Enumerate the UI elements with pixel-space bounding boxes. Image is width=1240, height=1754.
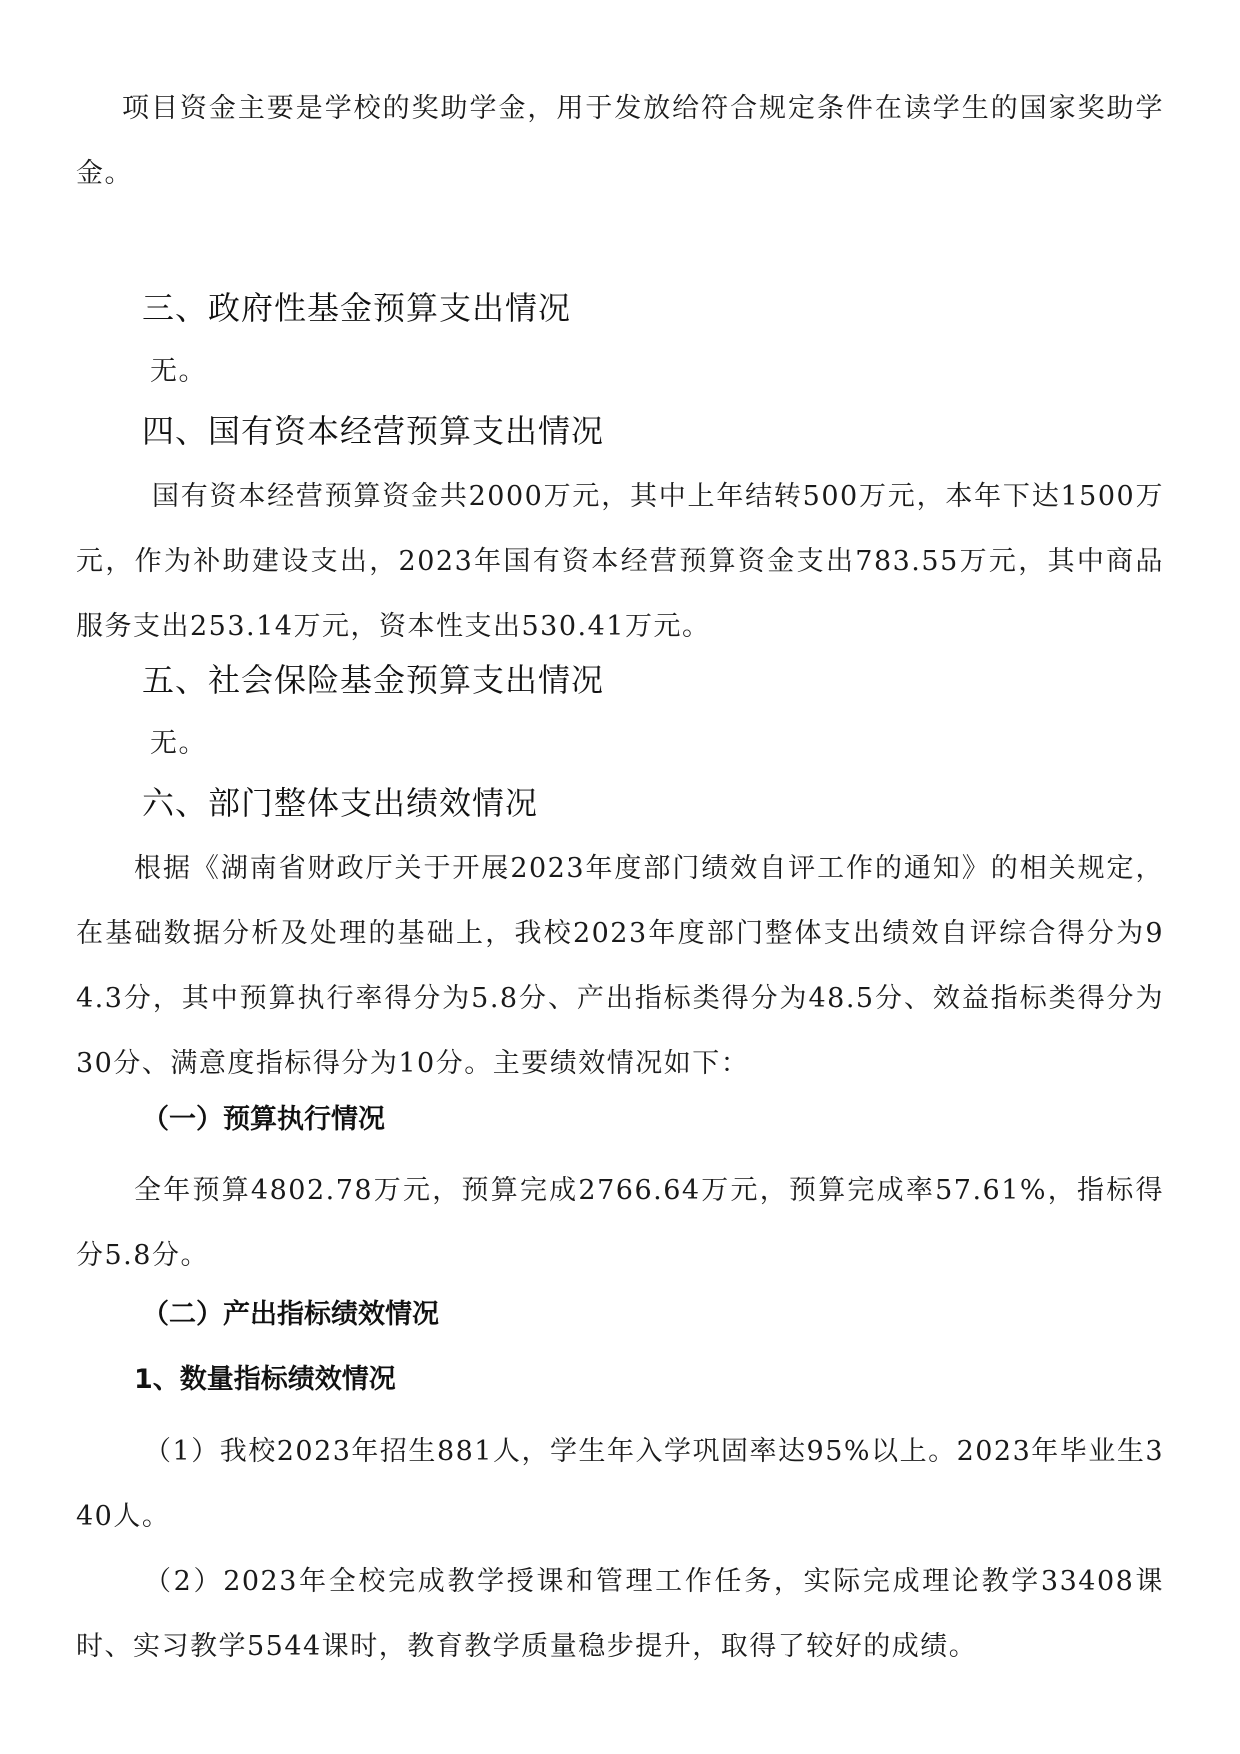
subsection-budget-body: 全年预算4802.78万元，预算完成2766.64万元，预算完成率57.61%，指标得分5.8分。 xyxy=(76,1175,1164,1271)
section-4-body: 国有资本经营预算资金共2000万元，其中上年结转500万元，本年下达1500万元，作为补助建设支出，2023年国有资本经营预算资金支出783.55万元，其中商品服务支出253.14万元，资本性支出530.41万元。 xyxy=(76,481,1164,642)
section-5-body: 无。 xyxy=(150,728,207,759)
quantity-indicator-heading: 1、数量指标绩效情况 xyxy=(134,1364,396,1395)
quantity-point-1: （1）我校2023年招生881人，学生年入学巩固率达95%以上。2023年毕业生340人。 xyxy=(76,1436,1164,1532)
section-5-heading: 五、社会保险基金预算支出情况 xyxy=(142,661,605,699)
subsection-budget-heading: （一）预算执行情况 xyxy=(142,1104,385,1135)
section-6-heading: 六、部门整体支出绩效情况 xyxy=(142,784,539,822)
section-6-body: 根据《湖南省财政厅关于开展2023年度部门绩效自评工作的通知》的相关规定，在基础数据分析及处理的基础上，我校2023年度部门整体支出绩效自评综合得分为94.3分，其中预算执行率得分为5.8分、产出指标类得分为48.5分、效益指标类得分为30分、满意度指标得分为10分。主要绩效情况如下： xyxy=(76,853,1164,1079)
quantity-point-2: （2）2023年全校完成教学授课和管理工作任务，实际完成理论教学33408课时、实习教学5544课时，教育教学质量稳步提升，取得了较好的成绩。 xyxy=(76,1566,1164,1662)
intro-paragraph: 项目资金主要是学校的奖助学金，用于发放给符合规定条件在读学生的国家奖助学金。 xyxy=(76,93,1164,189)
section-3-body: 无。 xyxy=(150,356,207,387)
subsection-output-heading: （二）产出指标绩效情况 xyxy=(142,1299,439,1330)
section-4-heading: 四、国有资本经营预算支出情况 xyxy=(142,412,605,450)
section-3-heading: 三、政府性基金预算支出情况 xyxy=(142,289,572,327)
